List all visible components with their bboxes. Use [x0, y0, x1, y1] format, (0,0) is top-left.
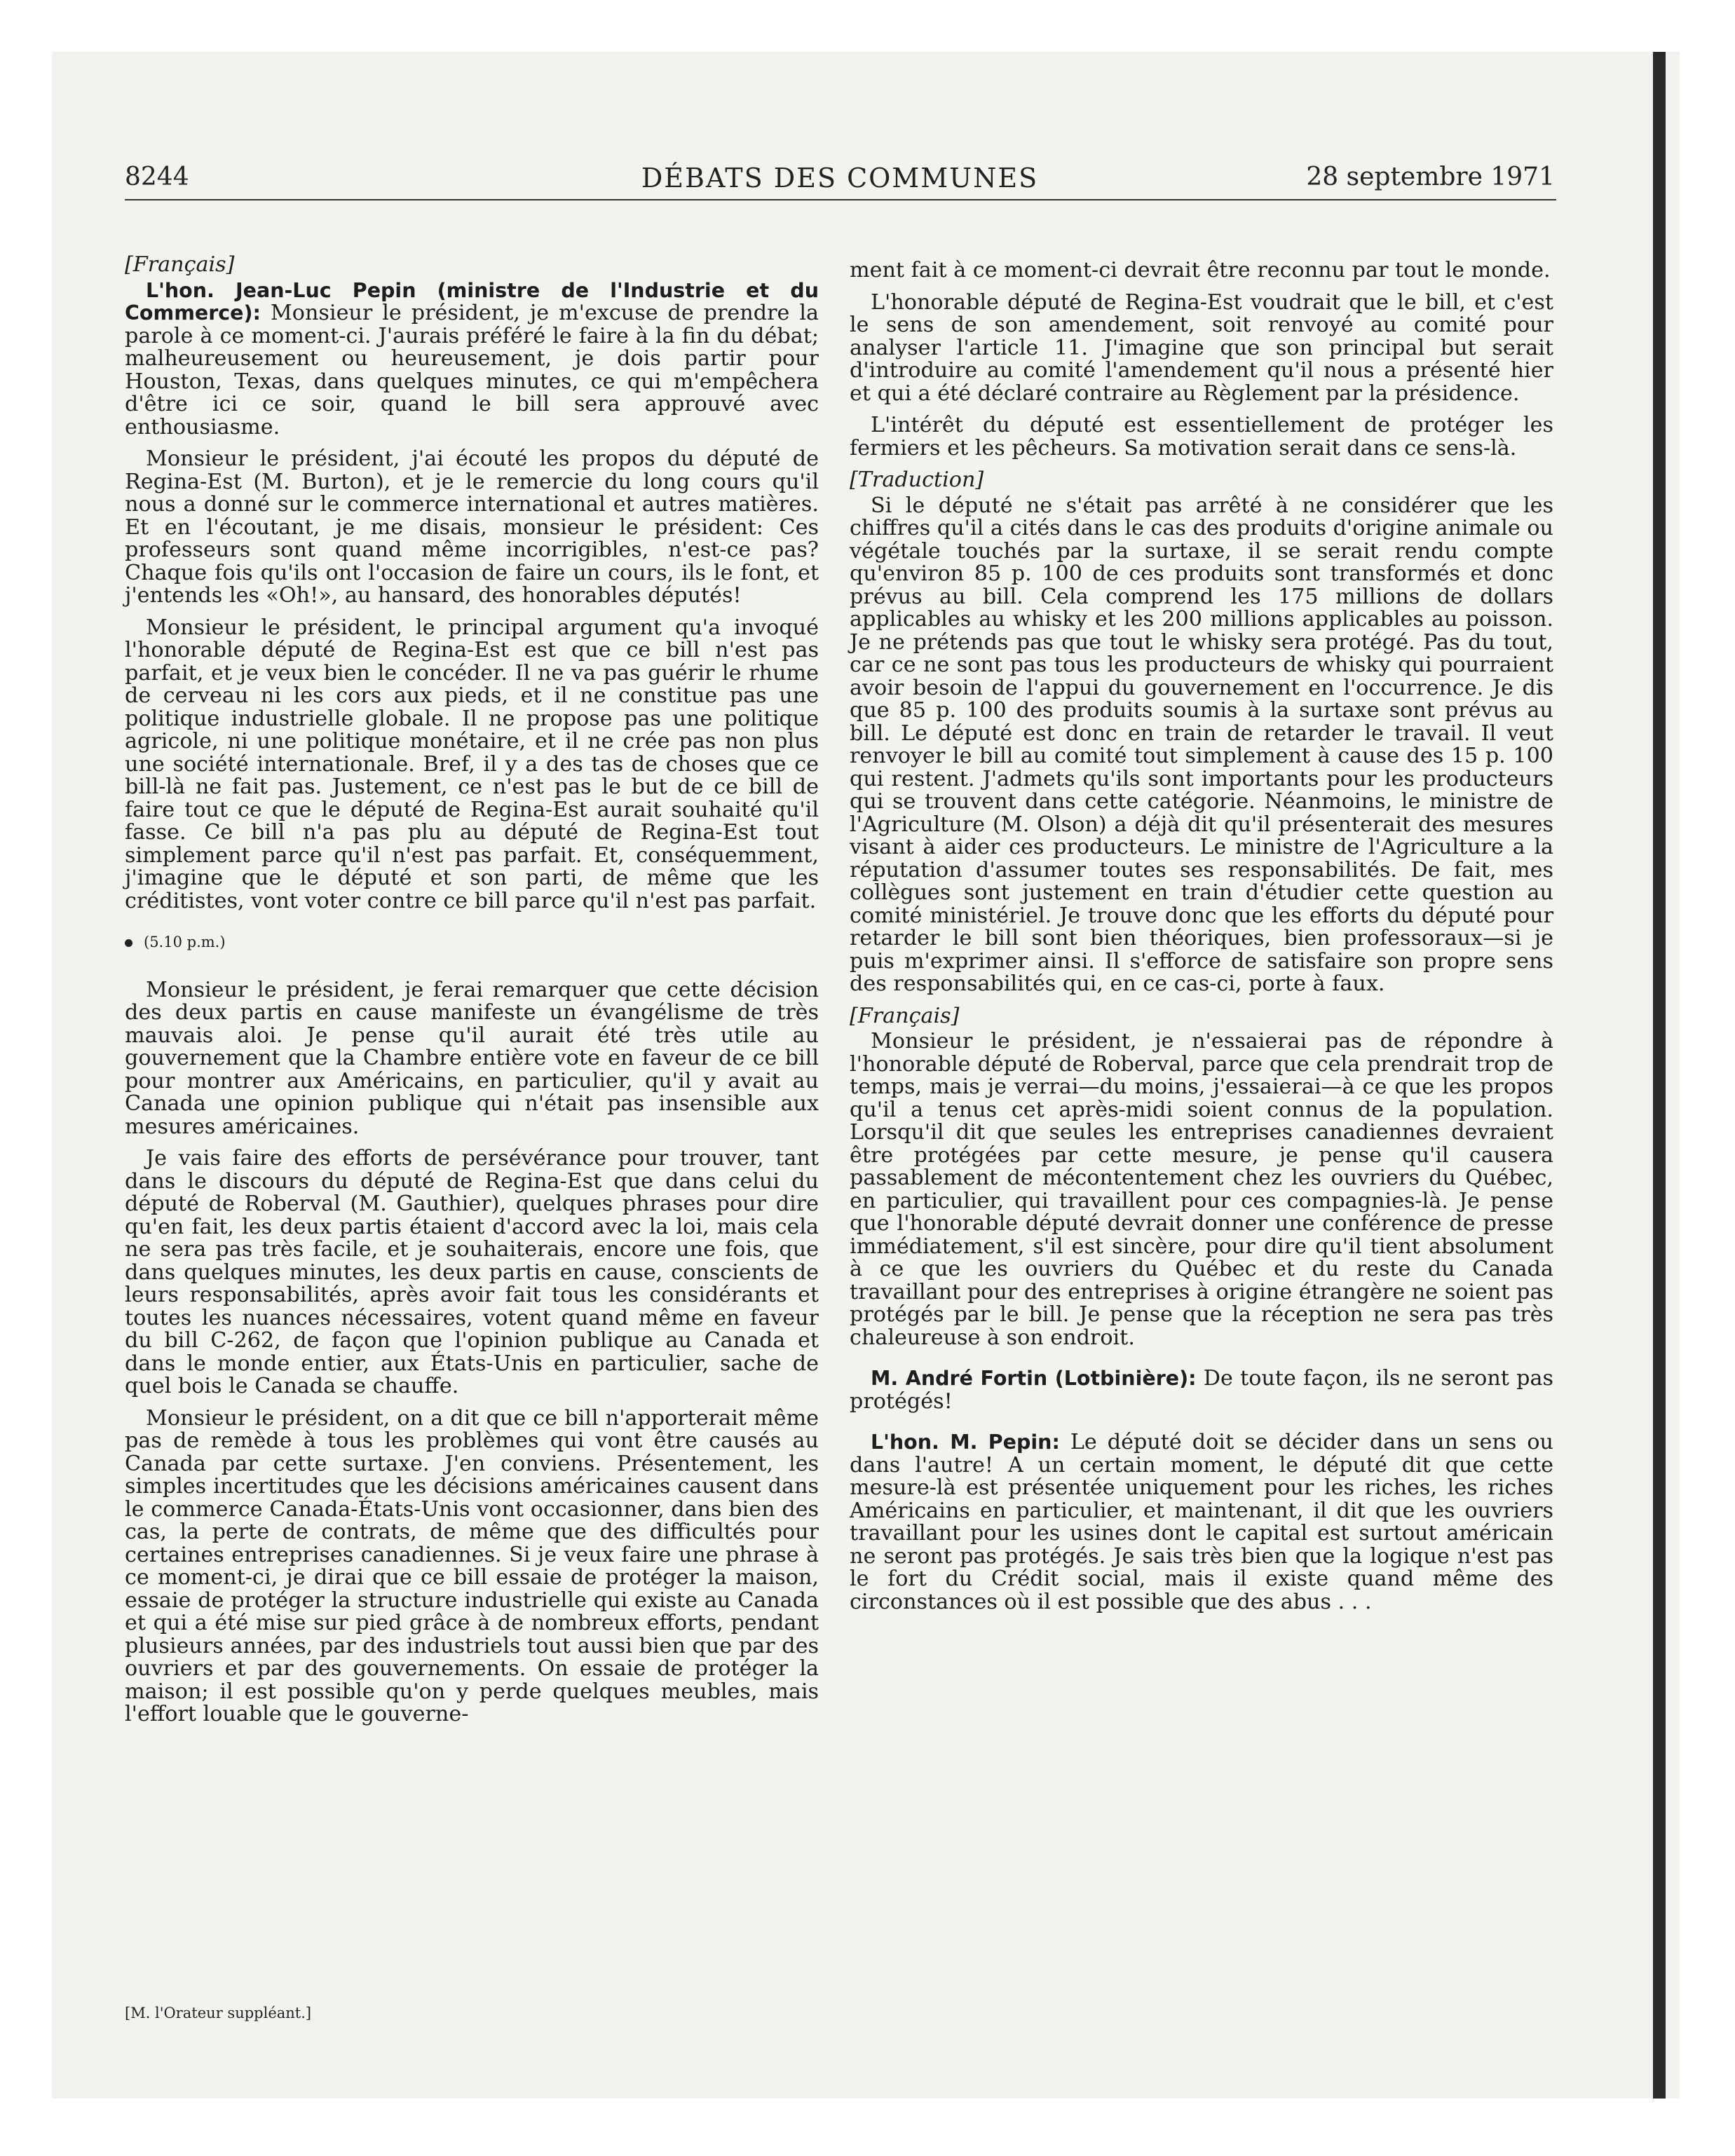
paragraph-text: Le député doit se décider dans un sens ou dans l'autre! A un certain moment, le député dit que cette mesure-là est présentée uniquement pour les riches, les riches Américains en particulier, et maintenant, il dit que les ouvriers travaillant pour les usines dont le capital est surtout américain ne seront pas protégés. Je sais très bien que la logique n'est pas le fort du Crédit social, mais il existe quand même des circonstances où il est possible que des abus . . .	[850, 1430, 1553, 1614]
header-rule	[125, 199, 1556, 200]
paragraph-text: Monsieur le président, je m'excuse de prendre la parole à ce moment-ci. J'aurais préféré le faire à la fin du débat; malheureusement ou heureusement, je dois partir pour Houston, Texas, dans quelques minutes, ce qui m'empêchera d'être ici ce soir, quand le bill sera approuvé avec enthousiasme.	[125, 301, 819, 439]
page-number: 8244	[125, 163, 189, 191]
scan-edge-shadow	[1653, 52, 1666, 2099]
language-tag: [Français]	[850, 1003, 960, 1028]
paragraph: Je vais faire des efforts de persévérance pour trouver, tant dans le discours du député de Regina-Est que dans celui du député de Roberval (M. Gauthier), quelques phrases pour dire qu'en fait, les deux partis étaient d'accord avec la loi, mais cela ne sera pas très facile, et je souhaiterais, encore une fois, que dans quelques minutes, les deux partis en cause, conscients de leurs responsabilités, après avoir fait tous les considérants et toutes les nuances nécessaires, votent quand même en faveur du bill C-262, de façon que l'opinion publique au Canada et dans le monde entier, aux États-Unis en particulier, sache de quel bois le Canada se chauffe.	[125, 1146, 819, 1398]
paragraph	[850, 1367, 1553, 1413]
right-column	[850, 259, 1553, 1623]
left-column	[125, 254, 819, 1735]
paragraph: Si le député ne s'était pas arrêté à ne considérer que les chiffres qu'il a cités dans le cas des produits d'origine animale ou végétale touchés par la surtaxe, il se serait rendu compte qu'environ 85 p. 100 de ces produits sont transformés et donc prévus au bill. Cela comprend les 175 millions de dollars applicables au whisky et les 200 millions applicables au poisson. Je ne prétends pas que tout le whisky sera protégé. Pas du tout, car ce ne sont pas tous les producteurs de whisky qui pourraient avoir besoin de l'appui du gouvernement en l'occurrence. Je dis que 85 p. 100 des produits soumis à la surtaxe sont prévus au bill. Le député est donc en train de retarder le travail. Il veut renvoyer le bill au comité tout simplement à cause des 15 p. 100 qui restent. J'admets qu'ils sont importants pour les producteurs qui se trouvent dans cette catégorie. Néanmoins, le ministre de l'Agriculture (M. Olson) a déjà dit qu'il présenterait des mesures visant à aider ces producteurs. Le ministre de l'Agriculture a la réputation d'assumer toutes ses responsabilités. De fait, mes collègues sont justement en train d'étudier cette question au comité ministériel. Je trouve donc que les efforts du député pour retarder le bill sont bien théoriques, bien professoraux—si je puis m'exprimer ainsi. Il s'efforce de satisfaire son propre sens des responsabilités qui, en ce cas-ci, porte à faux.	[850, 493, 1553, 996]
page-header	[125, 163, 1555, 202]
speaker-name: L'hon. M. Pepin:	[871, 1431, 1060, 1454]
paragraph: Monsieur le président, le principal argument qu'a invoqué l'honorable député de Regina-Est est que ce bill n'est pas parfait, et je veux bien le concéder. Il ne va pas guérir le rhume de cerveau ni les cors aux pieds, et il ne constitue pas une politique industrielle globale. Il ne propose pas une politique agricole, ni une politique monétaire, et il ne crée pas non plus une société internationale. Bref, il y a des tas de choses que ce bill-là ne fait pas. Justement, ce n'est pas le but de ce bill de faire tout ce que le député de Regina-Est aurait souhaité qu'il fasse. Ce bill n'a pas plu au député de Regina-Est tout simplement parce qu'il n'est pas parfait. Et, conséquemment, j'imagine que le député et son parti, de même que les créditistes, vont voter contre ce bill parce qu'il n'est pas parfait.	[125, 615, 819, 913]
paragraph	[850, 1431, 1553, 1613]
paragraph: Monsieur le président, on a dit que ce bill n'apporterait même pas de remède à tous les problèmes qui vont être causés au Canada par cette surtaxe. J'en conviens. Présentement, les simples incertitudes que les décisions américaines causent dans le commerce Canada-États-Unis vont occasionner, dans bien des cas, la perte de contrats, de même que des difficultés pour certaines entreprises canadiennes. Si je veux faire une phrase à ce moment-ci, je dirai que ce bill essaie de protéger la maison, essaie de protéger la structure industrielle qui existe au Canada et qui a été mise sur pied grâce à de nombreux efforts, pendant plusieurs années, par des industriels tout aussi bien que par des ouvriers et par des gouvernements. On essaie de protéger la maison; il est possible qu'on y perde quelques meubles, mais l'effort louable que le gouverne-	[125, 1405, 819, 1726]
language-tag: [Français]	[125, 252, 235, 277]
speaker-name: M. André Fortin (Lotbinière):	[871, 1367, 1197, 1390]
paragraph: Monsieur le président, j'ai écouté les propos du député de Regina-Est (M. Burton), et je le remercie du long cours qu'il nous a donné sur le commerce international et autres matières. Et en l'écoutant, je me disais, monsieur le président: Ces professeurs sont quand même incorrigibles, n'est-ce pas? Chaque fois qu'ils ont l'occasion de faire un cours, ils le font, et j'entends les «Oh!», au hansard, des honorables députés!	[125, 446, 819, 608]
paragraph: Monsieur le président, je ferai remarquer que cette décision des deux partis en cause manifeste un évangélisme de très mauvais aloi. Je pense qu'il aurait été très utile au gouvernement que la Chambre entière vote en faveur de ce bill pour montrer aux Américains, en particulier, qu'il y avait au Canada une opinion publique qui n'était pas insensible aux mesures américaines.	[125, 977, 819, 1139]
paragraph: Monsieur le président, je n'essaierai pas de répondre à l'honorable député de Roberval, parce que cela prendrait trop de temps, mais je verrai—du moins, j'essaierai—à ce que les propos qu'il a tenus cet après-midi soient connus de la population. Lorsqu'il dit que seules les entreprises canadiennes devraient être protégées par cette mesure, je pense qu'il causera passablement de mécontentement chez les ouvriers du Québec, en particulier, qui travaillent pour ces compagnies-là. Je pense que l'honorable député devrait donner une conférence de presse immédiatement, s'il est sincère, pour dire qu'il tient absolument à ce que les ouvriers du Québec et du reste du Canada travaillant pour des entreprises à origine étrangère ne soient pas protégés par le bill. Je pense que la réception ne sera pas très chaleureuse à son endroit.	[850, 1029, 1553, 1350]
time-text: (5.10 p.m.)	[144, 934, 226, 950]
time-marker	[125, 931, 819, 954]
bullet-icon	[125, 939, 132, 947]
footnote: [M. l'Orateur suppléant.]	[125, 2005, 312, 2021]
publication-title: DÉBATS DES COMMUNES	[641, 163, 1039, 193]
paragraph: L'honorable député de Regina-Est voudrait que le bill, et c'est le sens de son amendement, soit renvoyé au comité pour analyser l'article 11. J'imagine que son principal but serait d'introduire au comité l'amendement qu'il nous a présenté hier et qui a été déclaré contraire au Règlement par la présidence.	[850, 289, 1553, 406]
paragraph-text: De toute façon, ils ne seront pas protégés!	[850, 1366, 1553, 1414]
language-tag: [Traduction]	[850, 468, 984, 492]
speaker-name: L'hon. Jean-Luc Pepin (ministre de l'Industrie et du Commerce):	[125, 278, 819, 325]
page-date: 28 septembre 1971	[1306, 163, 1555, 191]
paragraph	[125, 280, 819, 439]
paragraph: L'intérêt du député est essentiellement de protéger les fermiers et les pêcheurs. Sa motivation serait dans ce sens-là.	[850, 413, 1553, 460]
paragraph: ment fait à ce moment-ci devrait être reconnu par tout le monde.	[850, 258, 1551, 282]
